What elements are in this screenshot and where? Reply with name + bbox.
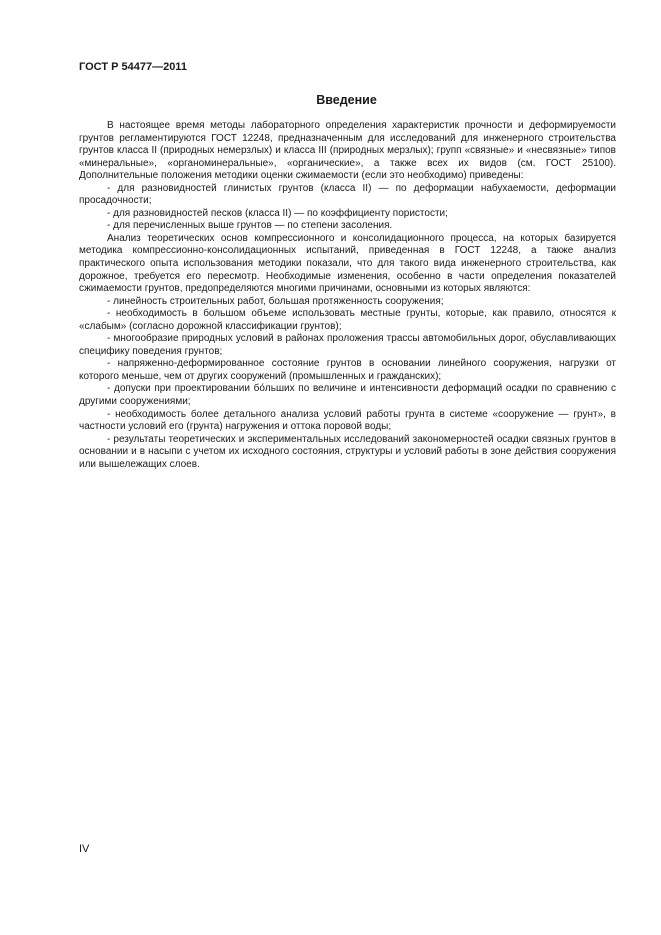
list-item: - для разновидностей глинистых грунтов (класса II) — по деформации набухаемости, деформации просадочности;: [79, 182, 616, 207]
document-body: [79, 120, 616, 471]
section-title: [0, 93, 661, 107]
analysis-paragraph: Анализ теоретических основ компрессионного и консолидационного процесса, на которых базируется методика компрессионно-консолидационных испытаний, приведенная в ГОСТ 12248, а также анализ практического опыта использования методики показали, что для такого вида инженерного строительства, как дорожное, требуется его пересмотр. Необходимые изменения, особенно в части определения показателей сжимаемости грунтов, предопределяются многими причинами, основными из которых являются:: [79, 232, 616, 295]
page-number: IV: [79, 843, 90, 855]
list-item: - линейность строительных работ, большая протяженность сооружения;: [107, 295, 444, 307]
list-item: - для разновидностей песков (класса II) — по коэффициенту пористости;: [107, 207, 448, 219]
list-item: - допуски при проектировании бо́льших по величине и интенсивности деформаций осадки по сравнению с другими сооружениями;: [79, 383, 616, 408]
list-item: - для перечисленных выше грунтов — по степени засоления.: [107, 220, 393, 232]
list-item: - напряженно-деформированное состояние грунтов в основании линейного сооружения, нагрузки от которого меньше, чем от других сооружений (промышленных и гражданских);: [79, 358, 616, 382]
list-item: - необходимость более детального анализа условий работы грунта в системе «сооружение — грунт», в частности условий его (грунта) нагружения и оттока поровой воды;: [79, 408, 616, 433]
list-item: - результаты теоретических и экспериментальных исследований закономерностей осадки связных грунтов в основании и в насыпи с учетом их исходного состояния, структуры и условий работы в зоне действия сооружения или вышележащих слоев.: [79, 433, 616, 470]
section-title-text: Введение: [316, 93, 377, 107]
list-item: - многообразие природных условий в районах проложения трассы автомобильных дорог, обуславливающих специфику поведения грунтов;: [79, 333, 616, 357]
list-item: - необходимость в большом объеме использовать местные грунты, которые, как правило, относятся к «слабым» (согласно дорожной классификации грунтов);: [79, 308, 616, 332]
intro-paragraph: В настоящее время методы лабораторного определения характеристик прочности и деформируемости грунтов регламентируются ГОСТ 12248, предназначенным для исследований для инженерного строительства грунтов класса II (природных немерзлых) и класса III (природных мерзлых); групп «связные» и «несвязные» типов «минеральные», «органоминеральные», «органические», а также всех их видов (см. ГОСТ 25100). Дополнительные положения методики оценки сжимаемости (если это необходимо) приведены:: [79, 120, 616, 182]
document-header: ГОСТ Р 54477—2011: [79, 61, 187, 73]
